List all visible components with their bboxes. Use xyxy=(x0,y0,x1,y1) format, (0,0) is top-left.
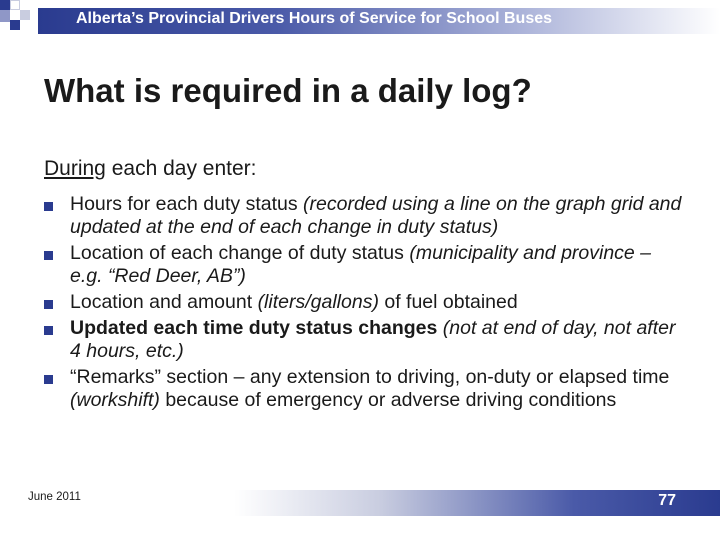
bullet-bold-text: Updated each time duty status changes xyxy=(70,317,438,339)
list-item xyxy=(44,242,684,288)
bullet-text: Location of each change of duty status xyxy=(70,242,410,264)
bullet-list xyxy=(44,193,684,415)
decor-square xyxy=(10,0,20,10)
bullet-square-icon xyxy=(44,300,53,309)
decor-square xyxy=(0,0,10,10)
footer-banner xyxy=(234,490,720,516)
list-item xyxy=(44,366,684,412)
decor-square xyxy=(20,10,30,20)
header-title: Alberta’s Provincial Drivers Hours of Service for School Buses xyxy=(76,10,553,27)
bullet-text: Hours for each duty status xyxy=(70,193,304,215)
decor-square xyxy=(10,20,20,30)
bullet-square-icon xyxy=(44,326,53,335)
intro-lead: During xyxy=(44,157,106,180)
slide-title: What is required in a daily log? xyxy=(44,72,532,109)
page-number: 77 xyxy=(658,492,676,509)
bullet-note: (municipality and province – e.g. “Red Deer, AB”) xyxy=(70,242,652,287)
bullet-square-icon xyxy=(44,375,53,384)
intro-line xyxy=(44,157,256,181)
bullet-note: (recorded using a line on the graph grid and updated at the end of each change in duty status) xyxy=(70,193,682,238)
decor-square xyxy=(0,10,10,22)
list-item xyxy=(44,317,684,363)
bullet-text-tail: of fuel obtained xyxy=(378,291,518,313)
bullet-note: (workshift) xyxy=(70,389,160,411)
bullet-text: “Remarks” section – any extension to driving, on-duty or elapsed time xyxy=(70,366,670,388)
list-item xyxy=(44,291,684,314)
bullet-note: (not at end of day, not after 4 hours, etc.) xyxy=(70,317,676,362)
bullet-text: Location and amount xyxy=(70,291,258,313)
bullet-square-icon xyxy=(44,202,53,211)
list-item xyxy=(44,193,684,239)
intro-rest: each day enter: xyxy=(105,157,257,180)
footer-date: June 2011 xyxy=(28,491,81,503)
bullet-square-icon xyxy=(44,251,53,260)
bullet-text-tail: because of emergency or adverse driving conditions xyxy=(159,389,617,411)
bullet-note: (liters/gallons) xyxy=(257,291,379,313)
